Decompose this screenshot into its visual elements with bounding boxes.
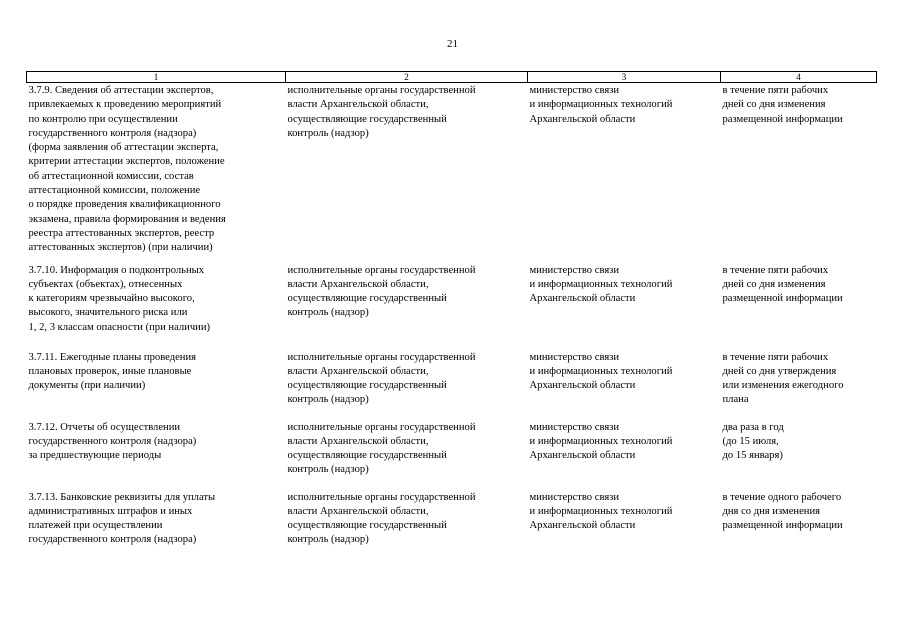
term-cell: два раза в год (до 15 июля, до 15 января) xyxy=(722,421,784,462)
item-cell: 3.7.9. Сведения об аттестации экспертов, привлекаемых к проведению мероприятий по контролю при осуществлении государственного контроля (надзора) (форма заявления об аттестации эксперта, критерии аттестации экспертов, положение об аттестационной комиссии, состав аттестационной комиссии, положение о порядке проведения квалификационного экзамена, правила формирования и ведения реестра аттестованных экспертов, реестр аттестованных экспертов) (при наличии) xyxy=(28,85,226,254)
column-number-2: 2 xyxy=(286,72,528,83)
holder-cell: исполнительные органы государственной власти Архангельской области, осуществляющие государственный контроль (надзор) xyxy=(287,351,476,406)
table-row xyxy=(27,83,877,264)
holder-cell: исполнительные органы государственной власти Архангельской области, осуществляющие государственный контроль (надзор) xyxy=(287,491,476,546)
table-header xyxy=(27,72,877,83)
item-cell: 3.7.13. Банковские реквизиты для уплаты административных штрафов и иных платежей при осуществлении государственного контроля (надзора) xyxy=(28,491,216,546)
table-row xyxy=(27,264,877,351)
item-cell: 3.7.10. Информация о подконтрольных субъектах (объектах), отнесенных к категориям чрезвычайно высокого, высокого, значительного риска или 1, 2, 3 классам опасности (при наличии) xyxy=(28,264,211,333)
holder-cell: исполнительные органы государственной власти Архангельской области, осуществляющие государственный контроль (надзор) xyxy=(287,421,476,476)
item-cell: 3.7.11. Ежегодные планы проведения плановых проверок, иные плановые документы (при наличии) xyxy=(28,351,197,392)
table-body xyxy=(27,83,877,561)
holder-cell: исполнительные органы государственной власти Архангельской области, осуществляющие государственный контроль (надзор) xyxy=(287,85,476,139)
responsible-cell: министерство связи и информационных технологий Архангельской области xyxy=(529,85,673,125)
term-cell: в течение пяти рабочих дней со дня изменения размещенной информации xyxy=(722,264,843,305)
item-cell: 3.7.12. Отчеты об осуществлении государственного контроля (надзора) за предшествующие периоды xyxy=(28,421,197,462)
table-row xyxy=(27,491,877,561)
responsible-cell: министерство связи и информационных технологий Архангельской области xyxy=(529,421,673,462)
document-table xyxy=(26,71,877,561)
column-number-3: 3 xyxy=(528,72,721,83)
responsible-cell: министерство связи и информационных технологий Архангельской области xyxy=(529,264,673,305)
table-row xyxy=(27,421,877,491)
term-cell: в течение одного рабочего дня со дня изменения размещенной информации xyxy=(722,491,843,532)
term-cell: в течение пяти рабочих дней со дня изменения размещенной информации xyxy=(722,85,843,125)
table-row xyxy=(27,351,877,421)
holder-cell: исполнительные органы государственной власти Архангельской области, осуществляющие государственный контроль (надзор) xyxy=(287,264,476,319)
page-number: 21 xyxy=(447,38,458,50)
responsible-cell: министерство связи и информационных технологий Архангельской области xyxy=(529,351,673,392)
column-number-1: 1 xyxy=(27,72,286,83)
column-number-row xyxy=(27,72,877,83)
responsible-cell: министерство связи и информационных технологий Архангельской области xyxy=(529,491,673,532)
term-cell: в течение пяти рабочих дней со дня утверждения или изменения ежегодного плана xyxy=(722,351,844,406)
column-number-4: 4 xyxy=(721,72,877,83)
